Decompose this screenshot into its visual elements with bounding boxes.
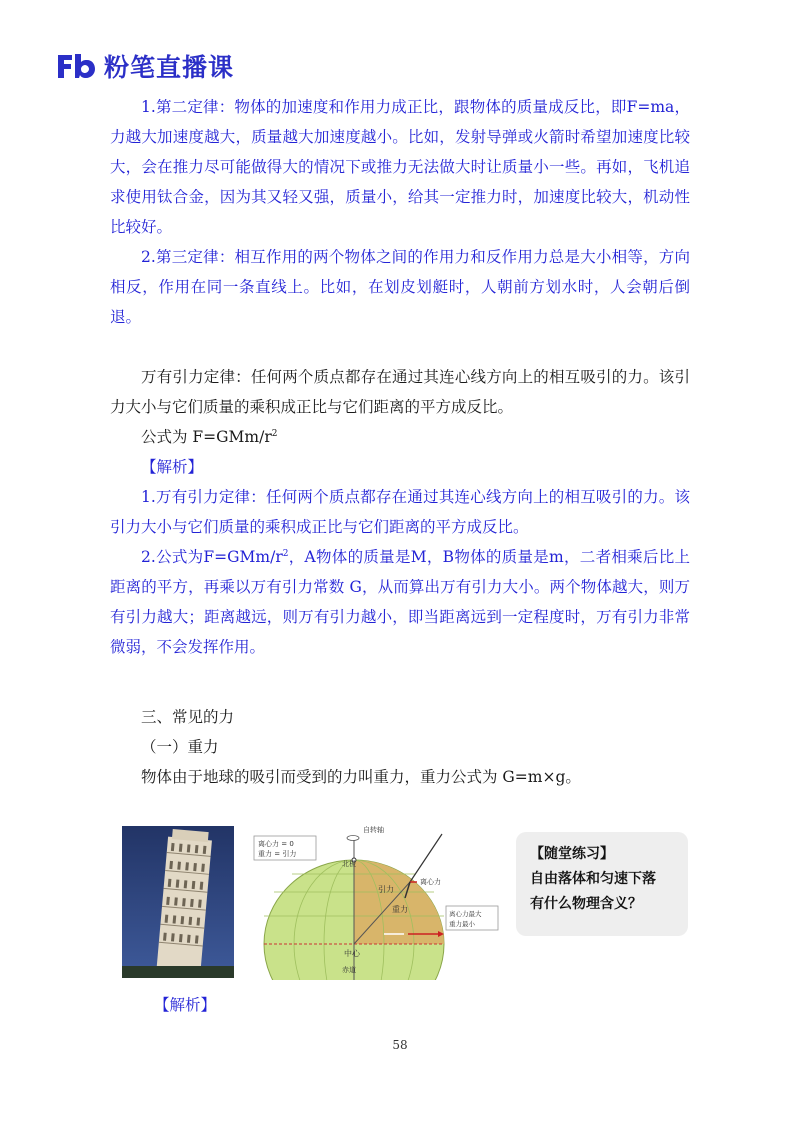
label-equator: 赤道 <box>342 966 356 974</box>
formula-text: 公式为 F=GMm/r <box>141 428 272 446</box>
practice-line-2: 有什么物理含义？ <box>530 896 642 912</box>
practice-title: 【随堂练习】 <box>530 846 614 862</box>
spacer <box>110 662 690 702</box>
analysis-label: 【解析】 <box>141 458 204 476</box>
practice-box <box>516 832 688 936</box>
formula-exponent: 2 <box>271 428 278 439</box>
label-side-box-line1: 离心力最大 <box>449 910 482 918</box>
label-box-line2: 重力 = 引力 <box>258 850 297 858</box>
analysis-formula-exponent: 2 <box>282 548 289 559</box>
paragraph-analysis-2 <box>110 542 690 662</box>
analysis-2-text: ，A物体的质量是M，B物体的质量是m，二者相乘后比上距离的平方，再乘以万有引力常数 G，从而算出万有引力大小。两个物体越大，则万有引力越大；距离越远，则万有引力越小，即当距离远到一定程度时，万有引力非常微弱，不会发挥作用。 <box>110 548 690 656</box>
figure-row <box>122 826 682 980</box>
label-center: 中心 <box>344 949 360 958</box>
paragraph-newton-second-law: 1.第二定律：物体的加速度和作用力成正比，跟物体的质量成反比，即F=ma，力越大加速度越大，质量越大加速度越小。比如，发射导弹或火箭时希望加速度比较大，会在推力尽可能做得大的情况下或推力无法做大时让质量小一些。再如，飞机追求使用钛合金，因为其又轻又强，质量小，给其一定推力时，加速度比较大，机动性比较好。 <box>110 98 690 236</box>
fenbi-logo-icon <box>56 52 96 80</box>
analysis-label-2: 【解析】 <box>154 996 217 1014</box>
label-axis: 自转轴 <box>363 826 384 834</box>
label-side-box-line2: 重力最小 <box>449 920 475 928</box>
leaning-tower-photo <box>122 826 234 978</box>
label-box-line1: 离心力 = 0 <box>258 840 294 848</box>
label-centrifugal: 离心力 <box>420 878 441 886</box>
label-gravitation: 引力 <box>378 885 394 894</box>
tower-illustration <box>122 826 234 978</box>
section-heading: 三、常见的力 <box>141 708 235 726</box>
analysis-formula: 2.公式为F=GMm/r <box>141 548 283 566</box>
practice-line-1: 自由落体和匀速下落 <box>530 871 656 887</box>
earth-gravity-diagram <box>252 826 502 980</box>
paragraph-gravitation-law: 万有引力定律：任何两个质点都存在通过其连心线方向上的相互吸引的力。该引力大小与它们质量的乘积成正比与它们距离的平方成反比。 <box>110 368 690 416</box>
document-body <box>110 92 690 792</box>
brand-logo <box>56 48 234 84</box>
label-gravity: 重力 <box>392 905 408 914</box>
label-north: 北极 <box>342 860 356 868</box>
paragraph-formula <box>110 422 690 452</box>
page-number: 58 <box>392 1038 408 1052</box>
subsection-heading: （一）重力 <box>141 738 219 756</box>
brand-name: 粉笔直播课 <box>104 53 235 82</box>
paragraph-gravity-definition: 物体由于地球的吸引而受到的力叫重力，重力公式为 G=m×g。 <box>141 768 581 786</box>
paragraph-newton-third-law: 2.第三定律：相互作用的两个物体之间的作用力和反作用力总是大小相等，方向相反，作用在同一条直线上。比如，在划皮划艇时，人朝前方划水时，人会朝后倒退。 <box>110 248 690 326</box>
paragraph-analysis-1: 1.万有引力定律：任何两个质点都存在通过其连心线方向上的相互吸引的力。该引力大小与它们质量的乘积成正比与它们距离的平方成反比。 <box>110 488 690 536</box>
globe-svg <box>252 826 502 980</box>
spacer <box>110 332 690 362</box>
